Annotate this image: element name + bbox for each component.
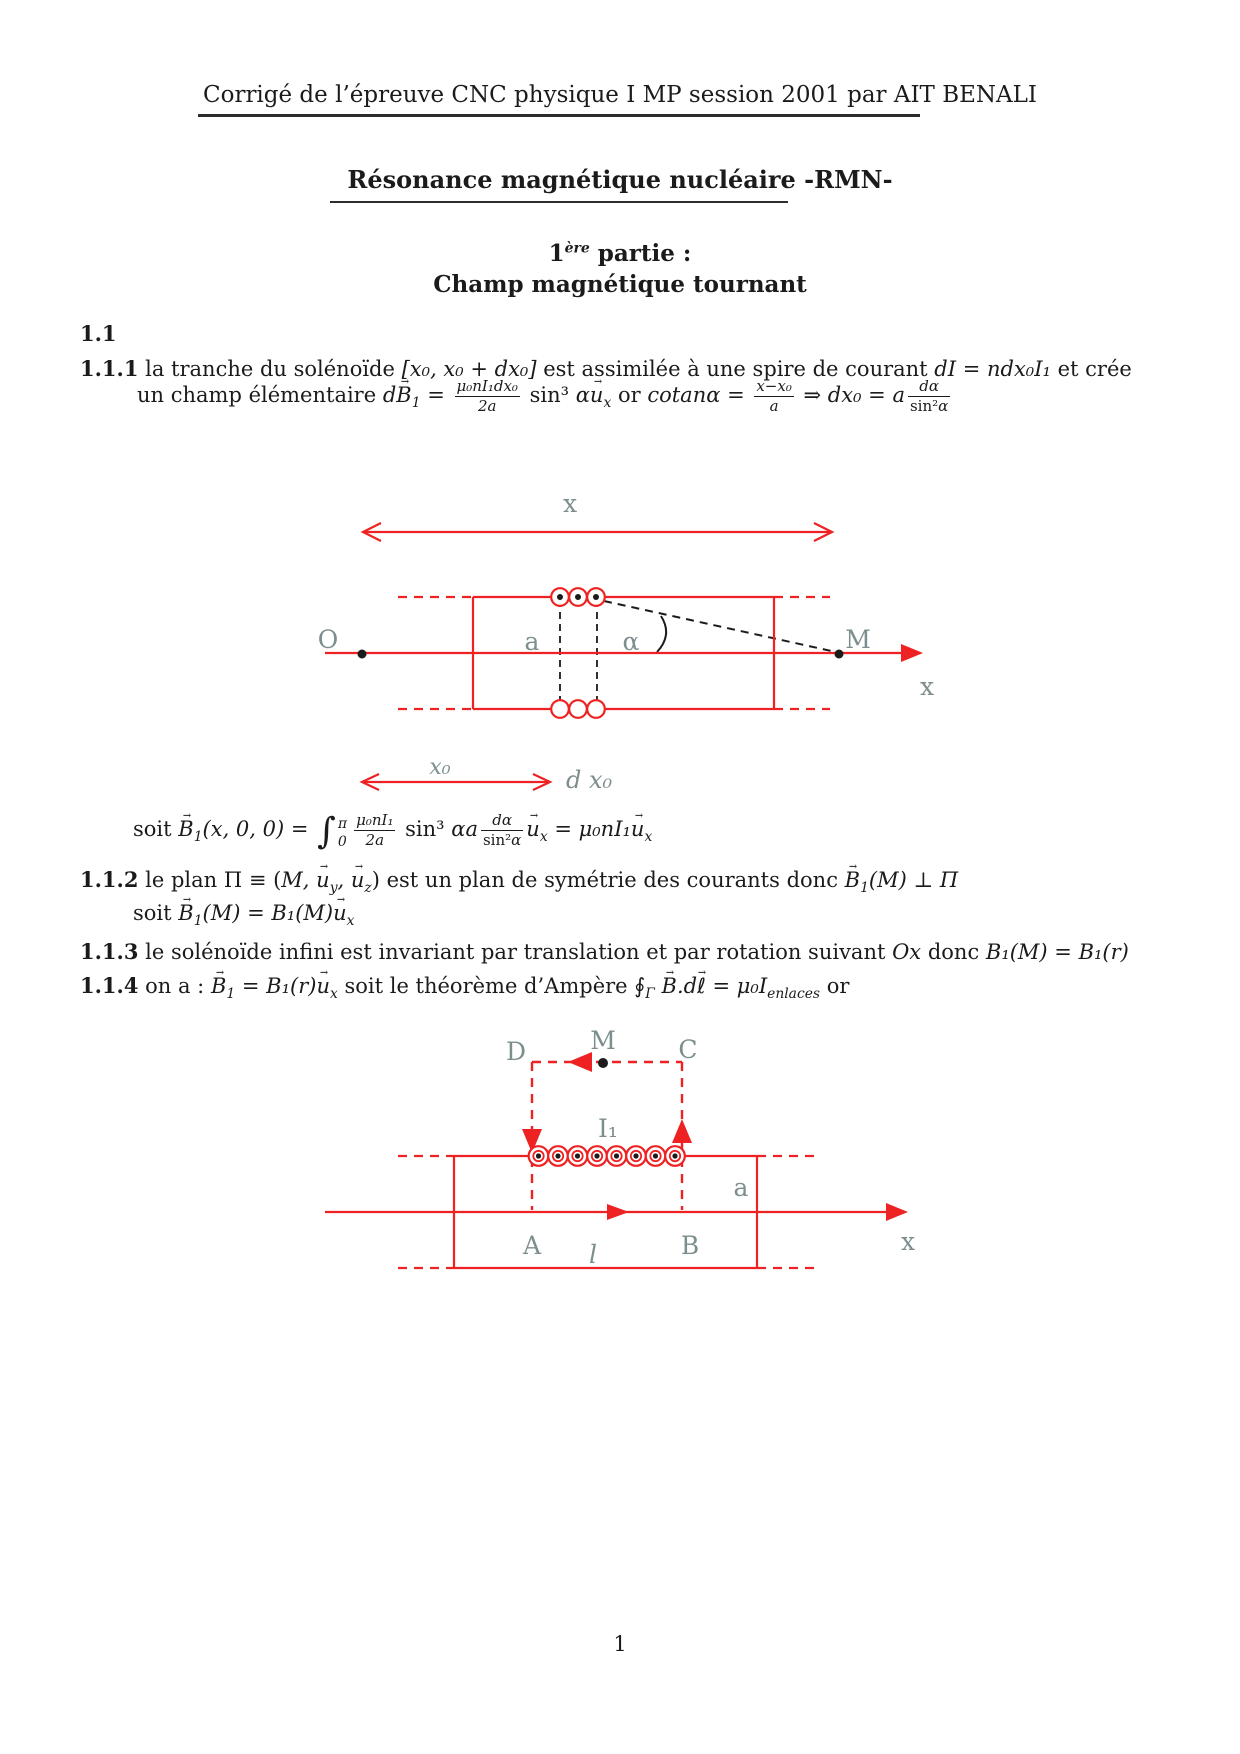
part-subtitle: Champ magnétique tournant bbox=[433, 271, 807, 298]
corner-b-label: B bbox=[680, 1231, 700, 1260]
corner-a-label: A bbox=[522, 1231, 542, 1260]
corner-c-label: C bbox=[678, 1035, 698, 1064]
loop-arrow-up-icon bbox=[672, 1119, 692, 1143]
page-number: 1 bbox=[613, 1632, 627, 1656]
x-axis-arrowhead-icon bbox=[901, 644, 923, 662]
para-1-1-1-line2: un champ élémentaire dB $\to_1$ = $\frac{\text{μ₀nI₁dx₀}}{2a}$ sin³ $\alpha u \to_x$ or cotanα = $\frac{\text{x−x₀}}{a}$ ⇒ dx₀ = a $\frac{d\alpha}{\text{sin²α}}$ bbox=[137, 378, 953, 415]
coil-turn-icons bbox=[529, 1146, 685, 1166]
origin-label: O bbox=[317, 625, 339, 654]
axis-x-label-2: x bbox=[900, 1227, 916, 1256]
loop-arrow-left-icon bbox=[568, 1052, 592, 1072]
solenoid-slice-figure bbox=[290, 438, 970, 798]
para-1-1-2: 1.1.2 le plan Π ≡ (M, $u \to_y$, $u \to_z$) est un plan de symétrie des courants donc $B \to_1(M)$ ⊥ Π bbox=[80, 866, 958, 897]
title-rule bbox=[330, 201, 788, 203]
dx0-label: d x₀ bbox=[566, 766, 613, 794]
para-1-1-3: 1.1.3 le solénoïde infini est invariant par translation et par rotation suivant Ox donc B₁(M) = B₁(r) bbox=[80, 939, 1129, 964]
angle-alpha-label: α bbox=[622, 627, 640, 656]
page-header: Corrigé de l’épreuve CNC physique I MP session 2001 par AIT BENALI bbox=[203, 82, 1037, 108]
x-axis-arrowhead-icon-2 bbox=[886, 1203, 908, 1221]
point-m-2 bbox=[598, 1058, 608, 1068]
part-label: partie : bbox=[589, 240, 692, 267]
point-m bbox=[835, 650, 844, 659]
ampere-loop-figure bbox=[290, 1025, 950, 1295]
para-1-1-4: 1.1.4 on a : $B \to_1 = B_1(r)u \to_x$ soit le théorème d’Ampère $∮_\Gamma$ B →.dℓ → = $\mu_0I_{enlaces}$ or bbox=[80, 972, 849, 1003]
axis-mid-arrowhead-icon bbox=[607, 1204, 629, 1220]
point-m-label-2: M bbox=[590, 1026, 616, 1055]
part-number: 1 bbox=[548, 240, 565, 267]
current-out-icons bbox=[551, 588, 605, 606]
axis-x-label: x bbox=[919, 672, 935, 701]
current-i1-label: I₁ bbox=[598, 1114, 618, 1143]
part-heading bbox=[0, 240, 1240, 267]
formula-b1-integral: soit $B \to_1(x$, 0, 0) = ∫ π 0 $\frac{\text{μ₀nI₁}}{2a}$ sin³ αa $\frac{d\alpha}{\text{sin²α}}$ $u \to_x = \mu_0nI_1u \to_x$ bbox=[133, 812, 652, 856]
x0-label: x₀ bbox=[429, 755, 451, 780]
point-m-label: M bbox=[845, 625, 871, 654]
header-rule bbox=[198, 114, 920, 117]
alpha-angle-arc bbox=[657, 616, 666, 652]
para-1-1-1-line1: 1.1.1 la tranche du solénoïde [x₀, x₀ + dx₀] est assimilée à une spire de courant dI = ndx₀I₁ et crée bbox=[80, 356, 1132, 381]
length-l-label: l bbox=[589, 1240, 597, 1269]
formula-b1-m: soit $B \to_1(M) = B_1(M)u \to_x$ bbox=[133, 900, 354, 930]
origin-point bbox=[358, 650, 367, 659]
section-1-1: 1.1 bbox=[80, 321, 117, 346]
radius-a-label: a bbox=[524, 627, 540, 656]
doc-title: Résonance magnétique nucléaire -RMN- bbox=[347, 165, 893, 194]
current-in-icons bbox=[551, 700, 605, 718]
extent-x-label: x bbox=[562, 489, 578, 518]
corner-d-label: D bbox=[505, 1037, 527, 1066]
radius-a-label-2: a bbox=[733, 1173, 749, 1202]
part-ordinal-sup: ère bbox=[564, 240, 590, 257]
